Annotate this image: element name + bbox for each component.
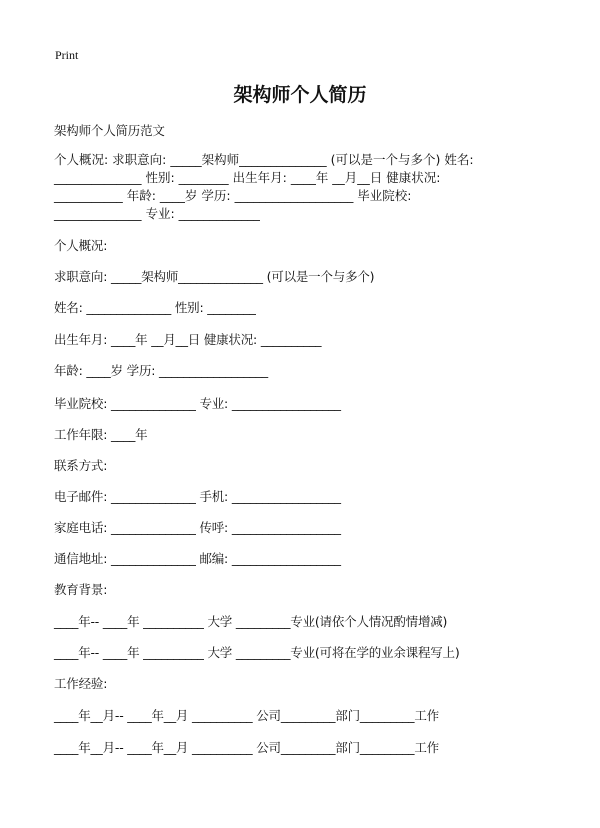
summary-line: ___________ 年龄: ____岁 学历: ___________________ 毕业院校:	[54, 188, 412, 203]
field-line-school-major: 毕业院校: ______________ 专业: __________________	[54, 396, 341, 411]
section-heading-experience: 工作经验:	[54, 676, 108, 691]
field-line-job-intent: 求职意向: _____架构师______________ (可以是一个与多个)	[54, 269, 375, 284]
summary-paragraph	[54, 151, 524, 223]
summary-line: ______________ 专业: _____________	[54, 206, 260, 221]
field-line-address-zip: 通信地址: ______________ 邮编: __________________	[54, 551, 341, 566]
field-line-home-pager: 家庭电话: ______________ 传呼: __________________	[54, 520, 341, 535]
education-line: ____年-- ____年 __________ 大学 _________专业(请依个人情况酌情增减)	[54, 614, 448, 629]
print-link[interactable]: Print	[55, 48, 79, 62]
summary-line: ______________ 性别: ________ 出生年月: ____年 __月__日 健康状况:	[54, 170, 441, 185]
education-line: ____年-- ____年 __________ 大学 _________专业(可将在学的业余课程写上)	[54, 645, 460, 660]
summary-line: 个人概况: 求职意向: _____架构师______________ (可以是一个与多个) 姓名:	[54, 152, 474, 167]
field-line-work-years: 工作年限: ____年	[54, 427, 148, 442]
section-heading-education: 教育背景:	[54, 582, 108, 597]
section-heading-overview: 个人概况:	[54, 238, 108, 253]
page-title: 架构师个人简历	[233, 84, 367, 106]
field-line-name-gender: 姓名: ______________ 性别: ________	[54, 300, 256, 315]
experience-line: ____年__月-- ____年__月 __________ 公司_________部门_________工作	[54, 740, 439, 755]
subtitle: 架构师个人简历范文	[54, 123, 165, 138]
section-heading-contact: 联系方式:	[54, 458, 108, 473]
field-line-email-phone: 电子邮件: ______________ 手机: __________________	[54, 489, 341, 504]
field-line-age-education: 年龄: ____岁 学历: __________________	[54, 363, 268, 378]
field-line-birth-health: 出生年月: ____年 __月__日 健康状况: __________	[54, 332, 322, 347]
experience-line: ____年__月-- ____年__月 __________ 公司_________部门_________工作	[54, 708, 439, 723]
